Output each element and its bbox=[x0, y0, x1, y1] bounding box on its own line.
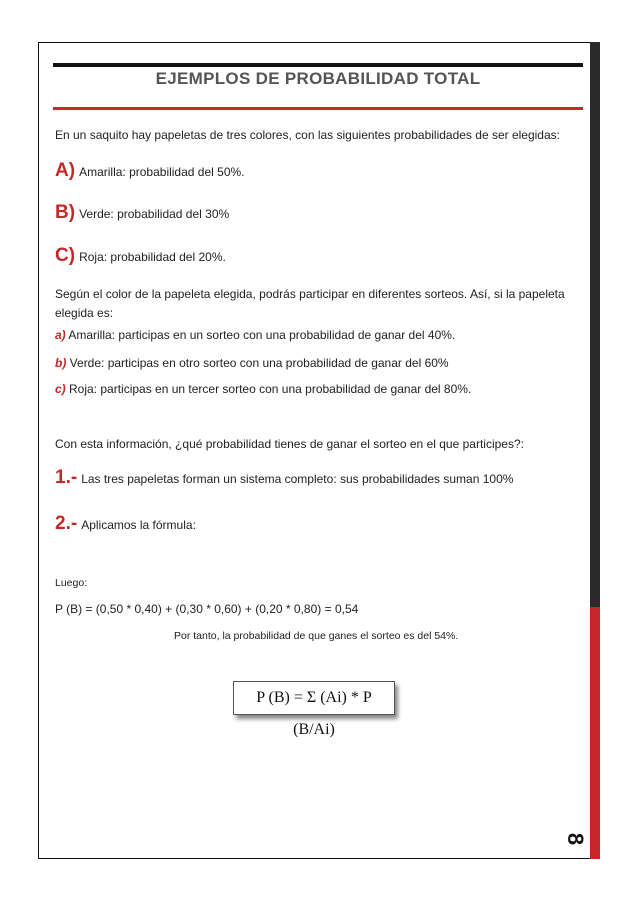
intro-text: En un saquito hay papeletas de tres colores, con las siguientes probabilidades de ser elegidas: bbox=[55, 128, 560, 142]
option-label: Roja: probabilidad del 20%. bbox=[79, 250, 226, 264]
step-number: 1.- bbox=[55, 467, 78, 488]
suboption-letter: c) bbox=[55, 382, 66, 396]
step-label: Las tres papeletas forman un sistema completo: sus probabilidades suman 100% bbox=[81, 472, 514, 486]
step-label: Aplicamos la fórmula: bbox=[81, 518, 196, 532]
page-number: 8 bbox=[563, 832, 588, 846]
suboption-label: Verde: participas en otro sorteo con una probabilidad de ganar del 60% bbox=[69, 356, 449, 370]
top-rule bbox=[53, 63, 583, 67]
luego-label: Luego: bbox=[55, 577, 88, 589]
option-letter: B) bbox=[55, 202, 76, 223]
side-bar bbox=[590, 42, 600, 859]
suboption-c bbox=[55, 382, 471, 396]
step-2 bbox=[55, 513, 196, 535]
paragraph-line-1: Según el color de la papeleta elegida, podrás participar en diferentes sorteos. Así, si la papeleta bbox=[55, 287, 565, 301]
page-title: EJEMPLOS DE PROBABILIDAD TOTAL bbox=[155, 69, 481, 88]
option-letter: A) bbox=[55, 160, 76, 181]
paragraph-line-2: elegida es: bbox=[55, 306, 114, 320]
suboption-letter: a) bbox=[55, 328, 66, 342]
side-bar-accent bbox=[590, 607, 600, 859]
suboption-letter: b) bbox=[55, 356, 67, 370]
suboption-a bbox=[55, 328, 455, 342]
option-a bbox=[55, 160, 245, 182]
conclusion-text: Por tanto, la probabilidad de que ganes el sorteo es del 54%. bbox=[174, 630, 459, 642]
step-1 bbox=[55, 467, 513, 489]
option-label: Amarilla: probabilidad del 50%. bbox=[79, 165, 245, 179]
question-text: Con esta información, ¿qué probabilidad tienes de ganar el sorteo en el que participes?: bbox=[55, 437, 524, 451]
option-letter: C) bbox=[55, 245, 76, 266]
suboption-b bbox=[55, 356, 449, 370]
option-c bbox=[55, 245, 226, 267]
formula-box: P (B) = Σ (Ai) * P (B/Ai) bbox=[233, 681, 395, 715]
suboption-label: Amarilla: participas en un sorteo con una probabilidad de ganar del 40%. bbox=[68, 328, 456, 342]
title-underline bbox=[53, 107, 583, 110]
suboption-label: Roja: participas en un tercer sorteo con una probabilidad de ganar del 80%. bbox=[69, 382, 472, 396]
option-b bbox=[55, 202, 229, 224]
step-number: 2.- bbox=[55, 513, 78, 534]
option-label: Verde: probabilidad del 30% bbox=[79, 207, 230, 221]
calculation-line: P (B) = (0,50 * 0,40) + (0,30 * 0,60) + (0,20 * 0,80) = 0,54 bbox=[55, 602, 359, 616]
